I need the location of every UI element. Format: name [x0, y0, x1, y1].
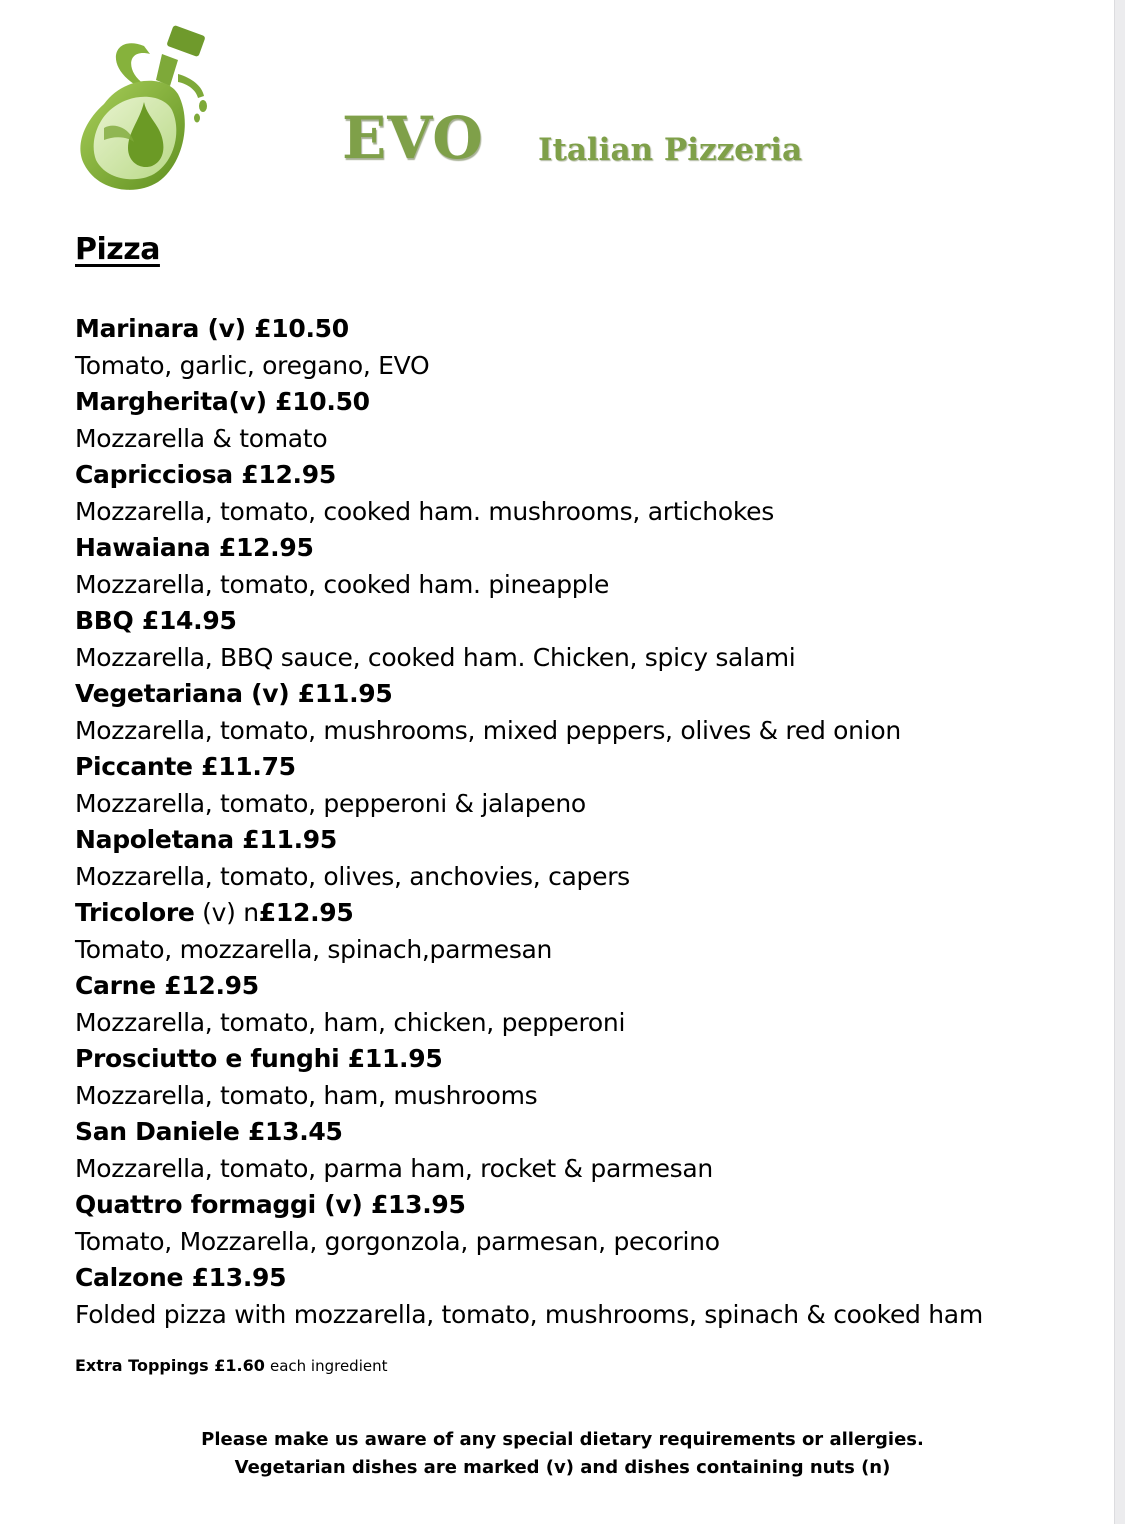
menu-item-marks: (v) n	[194, 898, 259, 927]
menu-item-description: Mozzarella, tomato, ham, chicken, pepperoni	[75, 1007, 626, 1037]
menu-item-description: Folded pizza with mozzarella, tomato, mushrooms, spinach & cooked ham	[75, 1299, 983, 1329]
menu-item-name: Carne £12.95	[75, 971, 259, 1000]
menu-item-name: Calzone £13.95	[75, 1263, 287, 1292]
menu-item-description: Tomato, garlic, oregano, EVO	[75, 350, 430, 380]
menu-item-name: Quattro formaggi (v) £13.95	[75, 1190, 466, 1219]
page-edge	[1114, 0, 1125, 1524]
menu-item-name-row	[75, 895, 1095, 932]
menu-item-name: Hawaiana £12.95	[75, 533, 314, 562]
menu-item-name: Capricciosa £12.95	[75, 460, 336, 489]
menu-item-name: BBQ £14.95	[75, 606, 237, 635]
menu-item-description: Tomato, mozzarella, spinach,parmesan	[75, 934, 553, 964]
menu-item-price: £12.95	[258, 898, 354, 927]
extra-toppings-label: Extra Toppings £1.60	[75, 1356, 265, 1375]
menu-item-description: Mozzarella, tomato, cooked ham. mushrooms, artichokes	[75, 496, 774, 526]
menu-item-name: Prosciutto e funghi £11.95	[75, 1044, 443, 1073]
menu-item-name: Marinara (v) £10.50	[75, 314, 349, 343]
menu-item-description: Mozzarella, tomato, mushrooms, mixed peppers, olives & red onion	[75, 715, 901, 745]
menu-item-name: Vegetariana (v) £11.95	[75, 679, 393, 708]
dietary-notice	[0, 1426, 1125, 1482]
menu-item-name: San Daniele £13.45	[75, 1117, 343, 1146]
extra-toppings-note: each ingredient	[269, 1357, 388, 1375]
dietary-notice-line-1: Please make us aware of any special dietary requirements or allergies.	[201, 1429, 924, 1450]
olive-oil-bottle-icon	[74, 24, 224, 196]
brand-tagline: Italian Pizzeria	[538, 132, 803, 168]
menu-item-name: Margherita(v) £10.50	[75, 387, 370, 416]
menu-list	[75, 311, 1095, 1333]
section-title: Pizza	[75, 232, 160, 267]
menu-item-description: Mozzarella & tomato	[75, 423, 328, 453]
dietary-notice-line-2: Vegetarian dishes are marked (v) and dishes containing nuts (n)	[234, 1457, 891, 1478]
brand-name: EVO	[342, 104, 484, 172]
menu-item-description: Mozzarella, tomato, parma ham, rocket & parmesan	[75, 1153, 713, 1183]
menu-item-description: Mozzarella, BBQ sauce, cooked ham. Chicken, spicy salami	[75, 642, 796, 672]
menu-item-description: Mozzarella, tomato, cooked ham. pineapple	[75, 569, 610, 599]
menu-item-description: Mozzarella, tomato, olives, anchovies, capers	[75, 861, 630, 891]
extra-toppings	[75, 1356, 387, 1375]
menu-item-name: Napoletana £11.95	[75, 825, 337, 854]
menu-item-description: Tomato, Mozzarella, gorgonzola, parmesan, pecorino	[75, 1226, 720, 1256]
menu-item-name: Tricolore	[75, 898, 195, 927]
menu-item-name: Piccante £11.75	[75, 752, 296, 781]
menu-item-description: Mozzarella, tomato, ham, mushrooms	[75, 1080, 538, 1110]
menu-item-description: Mozzarella, tomato, pepperoni & jalapeno	[75, 788, 586, 818]
